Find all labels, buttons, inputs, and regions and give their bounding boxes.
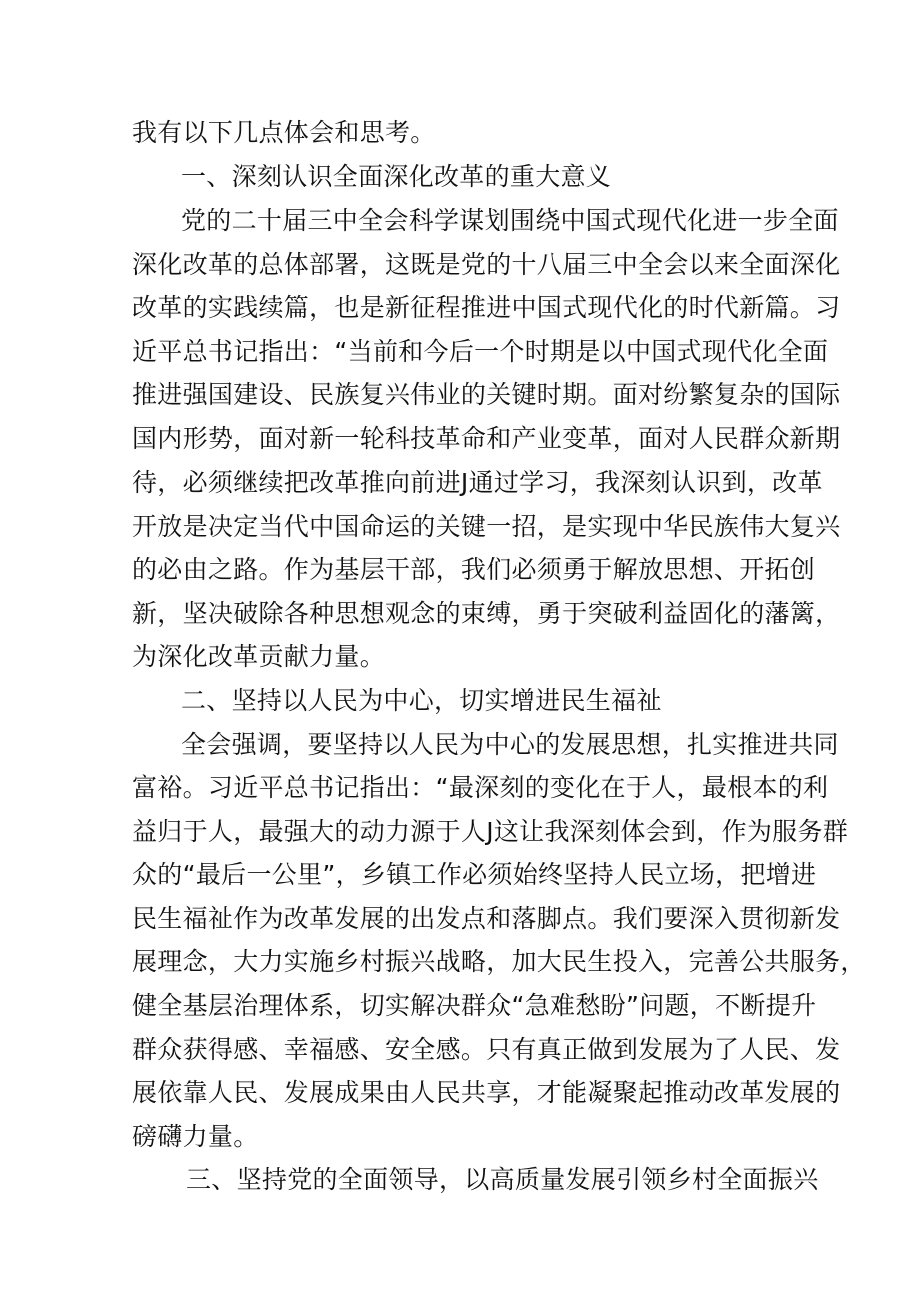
paragraph-line: 全会强调，要坚持以人民为中心的发展思想，扎实推进共同 (181, 730, 839, 759)
paragraph-line: 新，坚决破除各种思想观念的束缚，勇于突破利益固化的藩篱， (132, 599, 841, 628)
paragraph-line: 展理念，大力实施乡村振兴战略，加大民生投入，完善公共服务， (132, 947, 866, 976)
paragraph-line: 磅礴力量。 (132, 1122, 259, 1151)
paragraph-line: 深化改革的总体部署，这既是党的十八届三中全会以来全面深化 (132, 250, 841, 279)
paragraph-line: 改革的实践续篇，也是新征程推进中国式现代化的时代新篇。习 (132, 293, 841, 322)
paragraph-line: 待，必须继续把改革推向前进J通过学习，我深刻认识到，改革 (132, 468, 823, 497)
paragraph-line: 群众获得感、幸福感、安全感。只有真正做到发展为了人民、发 (132, 1035, 841, 1064)
paragraph-line: 展依靠人民、发展成果由人民共享，才能凝聚起推动改革发展的 (132, 1078, 841, 1107)
section-heading-2: 二、坚持以人民为中心，切实增进民生福祉 (181, 686, 662, 715)
paragraph-line: 推进强国建设、民族复兴伟业的关键时期。面对纷繁复杂的国际 (132, 380, 841, 409)
paragraph-line: 党的二十届三中全会科学谋划围绕中国式现代化进一步全面 (181, 206, 839, 235)
paragraph-line: 国内形势，面对新一轮科技革命和产业变革，面对人民群众新期 (132, 424, 841, 453)
section-heading-3: 三、坚持党的全面领导，以高质量发展引领乡村全面振兴 (186, 1165, 819, 1194)
paragraph-line: 的必由之路。作为基层干部，我们必须勇于解放思想、开拓创 (132, 555, 816, 584)
paragraph-line: 益归于人，最强大的动力源于人J这让我深刻体会到，作为服务群 (132, 817, 849, 846)
paragraph-line: 健全基层治理体系，切实解决群众“急难愁盼”问题，不断提升 (132, 991, 817, 1020)
paragraph-line: 我有以下几点体会和思考。 (132, 118, 436, 147)
paragraph-line: 众的“最后一公里”，乡镇工作必须始终坚持人民立场，把增进 (132, 860, 817, 889)
paragraph-line: 富裕。习近平总书记指出：“最深刻的变化在于人，最根本的利 (132, 773, 829, 802)
paragraph-line: 近平总书记指出：“当前和今后一个时期是以中国式现代化全面 (132, 337, 829, 366)
paragraph-line: 民生福祉作为改革发展的出发点和落脚点。我们要深入贯彻新发 (132, 904, 841, 933)
paragraph-line: 为深化改革贡献力量。 (132, 642, 386, 671)
section-heading-1: 一、深刻认识全面深化改革的重大意义 (181, 162, 612, 191)
paragraph-line: 开放是决定当代中国命运的关键一招，是实现中华民族伟大复兴 (132, 512, 841, 541)
